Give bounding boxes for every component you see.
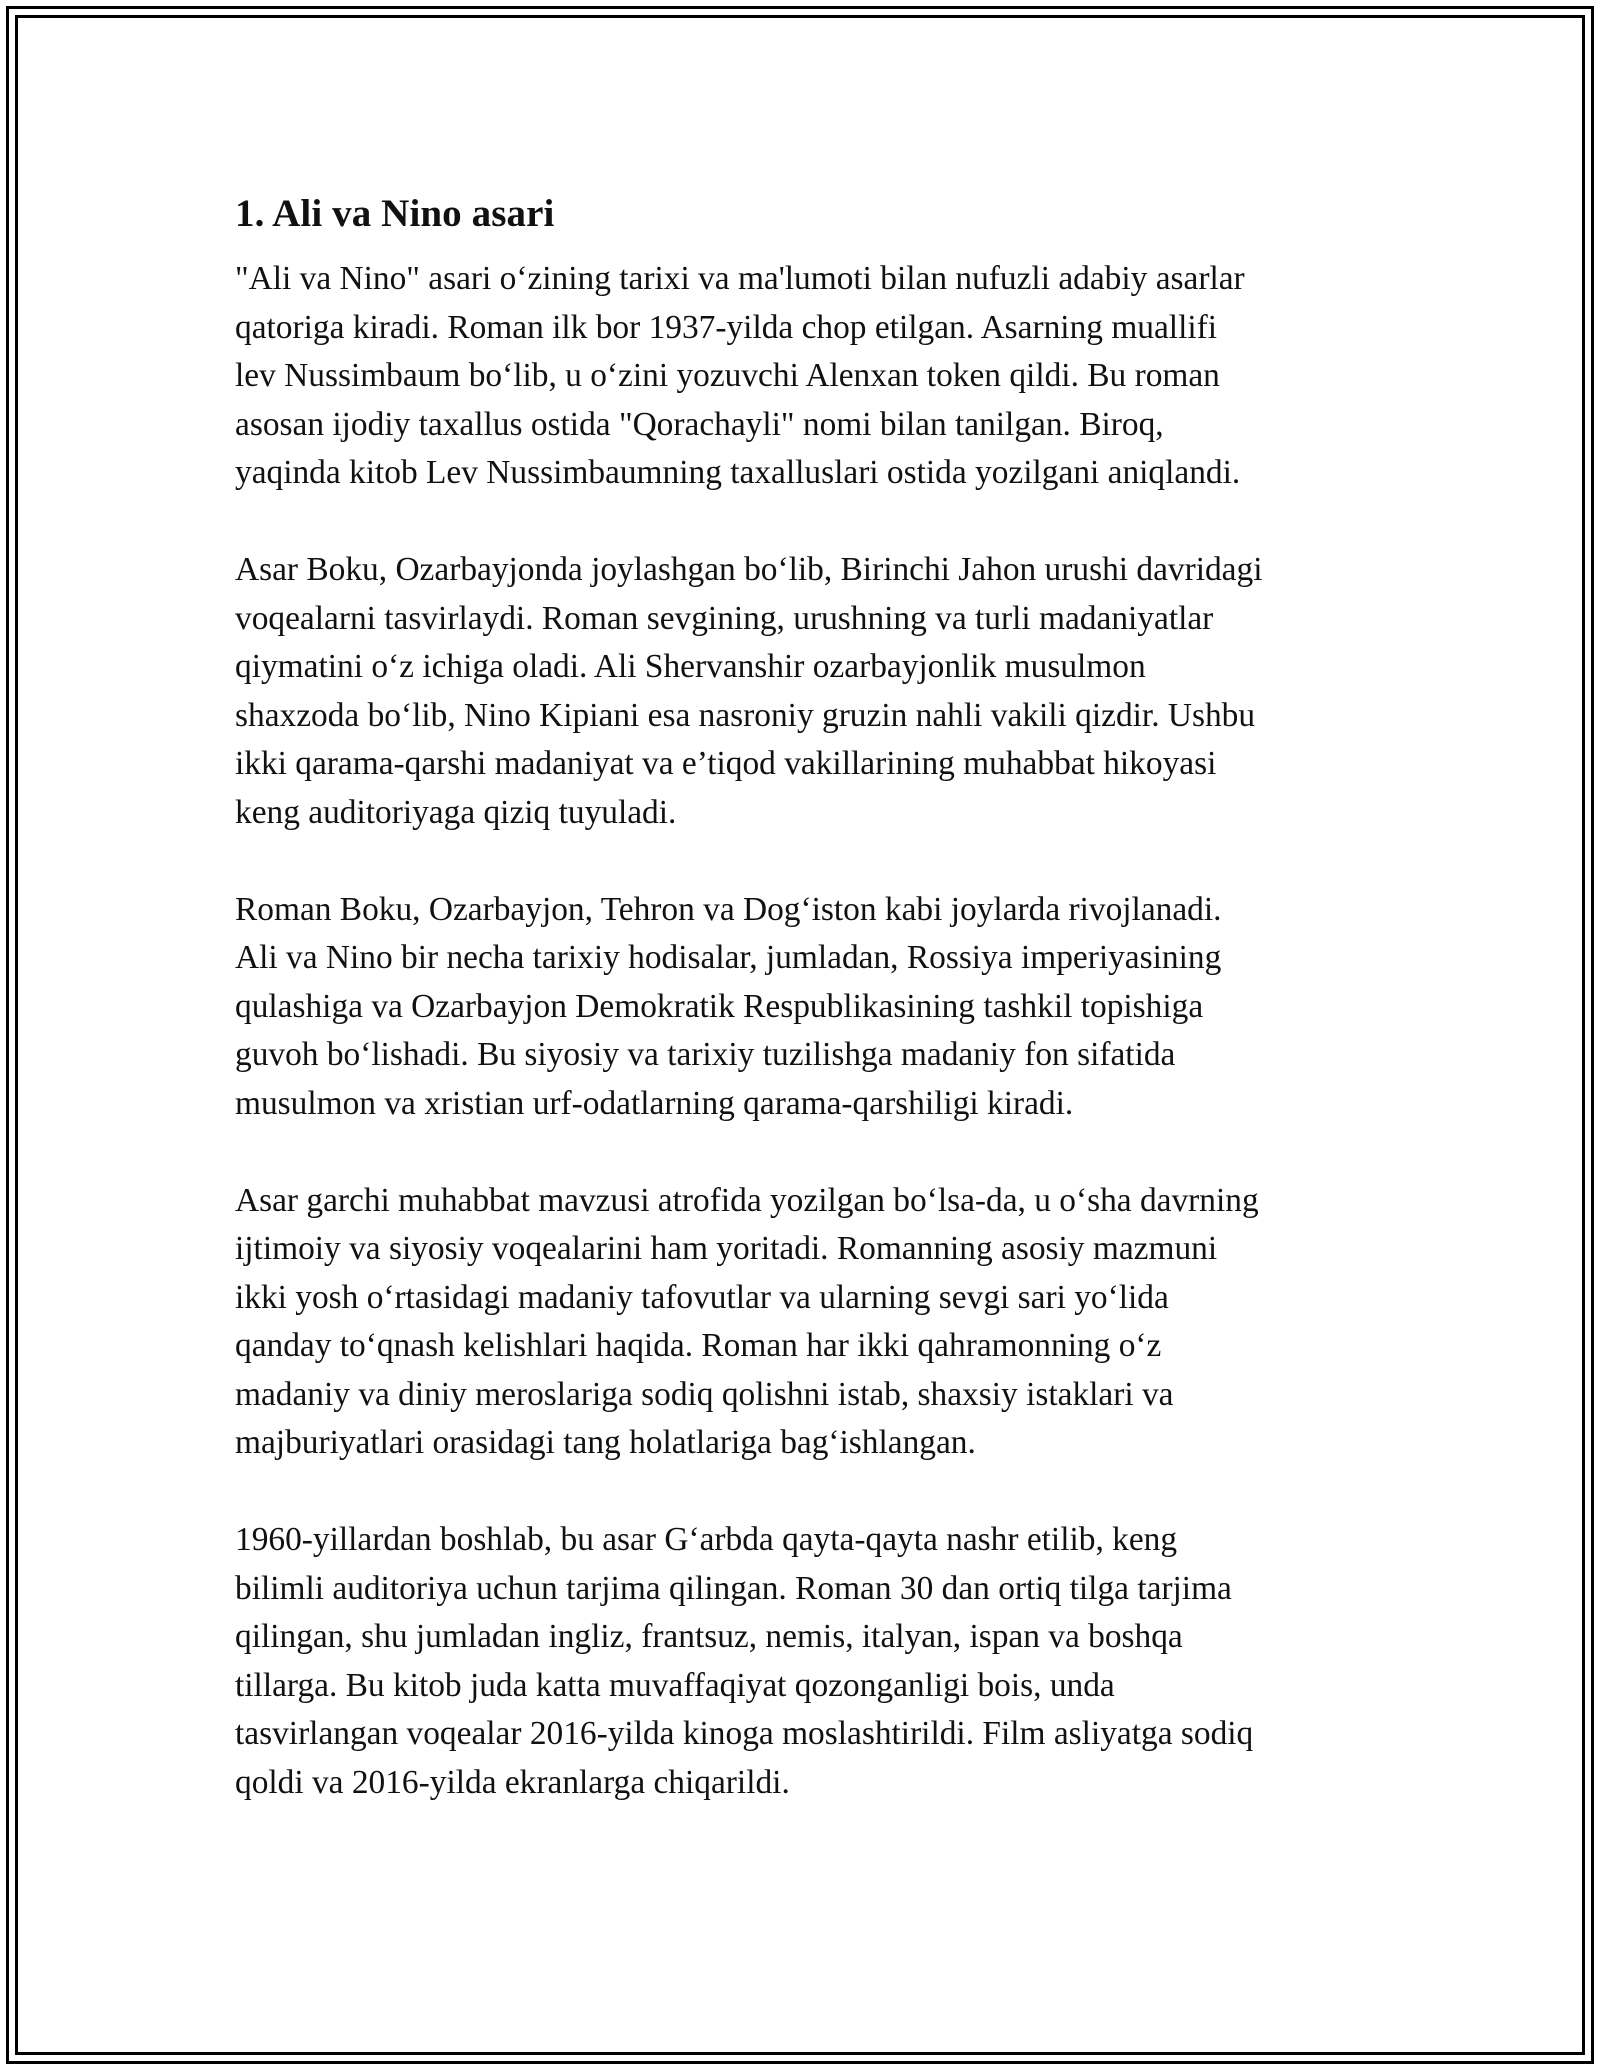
- paragraph-1: "Ali va Nino" asari o‘zining tarixi va ma'lumoti bilan nufuzli adabiy asarlar qatoriga kiradi. Roman ilk bor 1937-yilda chop etilgan. Asarning muallifi lev Nussimbaum bo‘lib, u o‘zini yozuvchi Alenxan token qildi. Bu roman asosan ijodiy taxallus ostida "Qorachayli" nomi bilan tanilgan. Biroq, yaqinda kitob Lev Nussimbaumning taxalluslari ostida yozilgani aniqlandi.: [235, 260, 1245, 491]
- paragraph-2: Asar Boku, Ozarbayjonda joylashgan bo‘lib, Birinchi Jahon urushi davridagi voqealarni tasvirlaydi. Roman sevgining, urushning va turli madaniyatlar qiymatini o‘z ichiga oladi. Ali Shervanshir ozarbayjonlik musulmon shaxzoda bo‘lib, Nino Kipiani esa nasroniy gruzin nahli vakili qizdir. Ushbu ikki qarama-qarshi madaniyat va e’tiqod vakillarining muhabbat hikoyasi keng auditoriyaga qiziq tuyuladi.: [235, 551, 1263, 831]
- paragraph-3: Roman Boku, Ozarbayjon, Tehron va Dog‘iston kabi joylarda rivojlanadi. Ali va Nino bir necha tarixiy hodisalar, jumladan, Rossiya imperiyasining qulashiga va Ozarbayjon Demokratik Respublikasining tashkil topishiga guvoh bo‘lishadi. Bu siyosiy va tarixiy tuzilishga madaniy fon sifatida musulmon va xristian urf-odatlarning qarama-qarshiligi kiradi.: [235, 890, 1222, 1122]
- paragraph-5: 1960-yillardan boshlab, bu asar G‘arbda qayta-qayta nashr etilib, keng bilimli auditoriya uchun tarjima qilingan. Roman 30 dan ortiq tilga tarjima qilingan, shu jumladan ingliz, frantsuz, nemis, italyan, ispan va boshqa tillarga. Bu kitob juda katta muvaffaqiyat qozonganligi bois, unda tasvirlangan voqealar 2016-yilda kinoga moslashtirildi. Film asliyatga sodiq qoldi va 2016-yilda ekranlarga chiqarildi.: [235, 1521, 1254, 1801]
- document-body: [235, 185, 1395, 1807]
- page-title: 1. Ali va Nino asari: [235, 192, 555, 235]
- paragraph-4: Asar garchi muhabbat mavzusi atrofida yozilgan bo‘lsa-da, u o‘sha davrning ijtimoiy va siyosiy voqealarini ham yoritadi. Romanning asosiy mazmuni ikki yosh o‘rtasidagi madaniy tafovutlar va ularning sevgi sari yo‘lida qanday to‘qnash kelishlari haqida. Roman har ikki qahramonning o‘z madaniy va diniy meroslariga sodiq qolishni istab, shaxsiy istaklari va majburiyatlari orasidagi tang holatlariga bag‘ishlangan.: [235, 1181, 1259, 1461]
